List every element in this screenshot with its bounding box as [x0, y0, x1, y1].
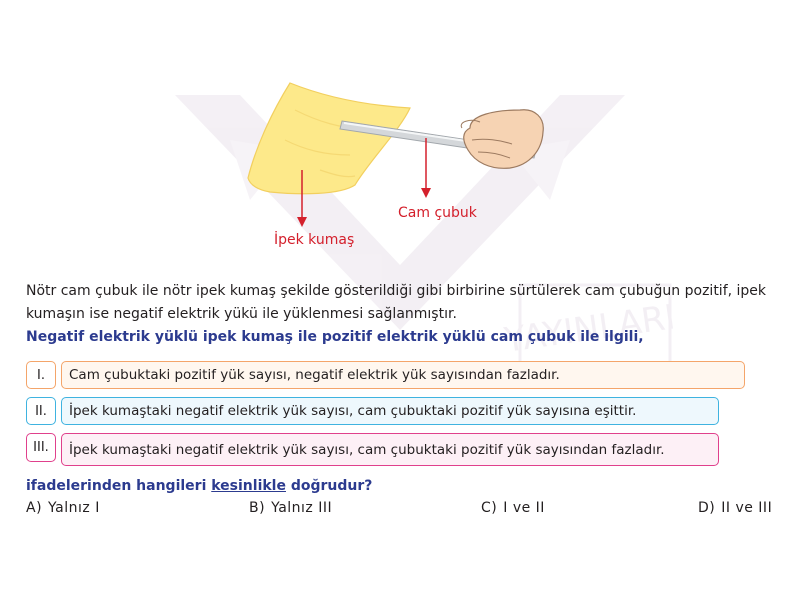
question-suffix: doğrudur?: [285, 478, 373, 494]
glass-rod-label: Cam çubuk: [398, 205, 477, 221]
option-letter: B): [249, 500, 266, 516]
statement-text: Cam çubuktaki pozitif yük sayısı, negatif elektrik yük sayısından fazladır.: [61, 361, 745, 389]
statement-numeral: II.: [26, 397, 56, 425]
silk-cloth-shape: [248, 83, 410, 194]
answer-option-c[interactable]: [481, 500, 545, 516]
option-text: I ve II: [503, 500, 545, 516]
question-lead: Negatif elektrik yüklü ipek kumaş ile pozitif elektrik yüklü cam çubuk ile ilgili,: [26, 329, 644, 345]
answer-option-a[interactable]: [26, 500, 100, 516]
question-prefix: ifadelerinden hangileri: [26, 478, 212, 494]
statement-text: İpek kumaştaki negatif elektrik yük sayısı, cam çubuktaki pozitif yük sayısına eşittir.: [61, 397, 719, 425]
rod-arrow: [421, 138, 431, 198]
statement-numeral: III.: [26, 433, 56, 462]
intro-text-line-2: kumaşın ise negatif elektrik yükü ile yüklenmesi sağlanmıştır.: [26, 306, 457, 322]
option-text: II ve III: [721, 500, 773, 516]
silk-cloth-label: İpek kumaş: [274, 232, 355, 248]
option-letter: C): [481, 500, 498, 516]
option-letter: D): [698, 500, 716, 516]
option-letter: A): [26, 500, 43, 516]
option-text: Yalnız I: [48, 500, 100, 516]
question-prompt: [26, 478, 372, 494]
intro-text-line-1: Nötr cam çubuk ile nötr ipek kumaş şekilde gösterildiği gibi birbirine sürtülerek cam çubuğun pozitif, ipek: [26, 283, 767, 299]
statement-numeral: I.: [26, 361, 56, 389]
option-text: Yalnız III: [271, 500, 333, 516]
question-emphasis: kesinlikle: [211, 478, 286, 494]
watermark-text: YAYINLARI: [502, 297, 678, 361]
statement-text: İpek kumaştaki negatif elektrik yük sayısı, cam çubuktaki pozitif yük sayısından fazladır.: [61, 433, 719, 466]
answer-option-b[interactable]: [249, 500, 332, 516]
answer-option-d[interactable]: [698, 500, 772, 516]
